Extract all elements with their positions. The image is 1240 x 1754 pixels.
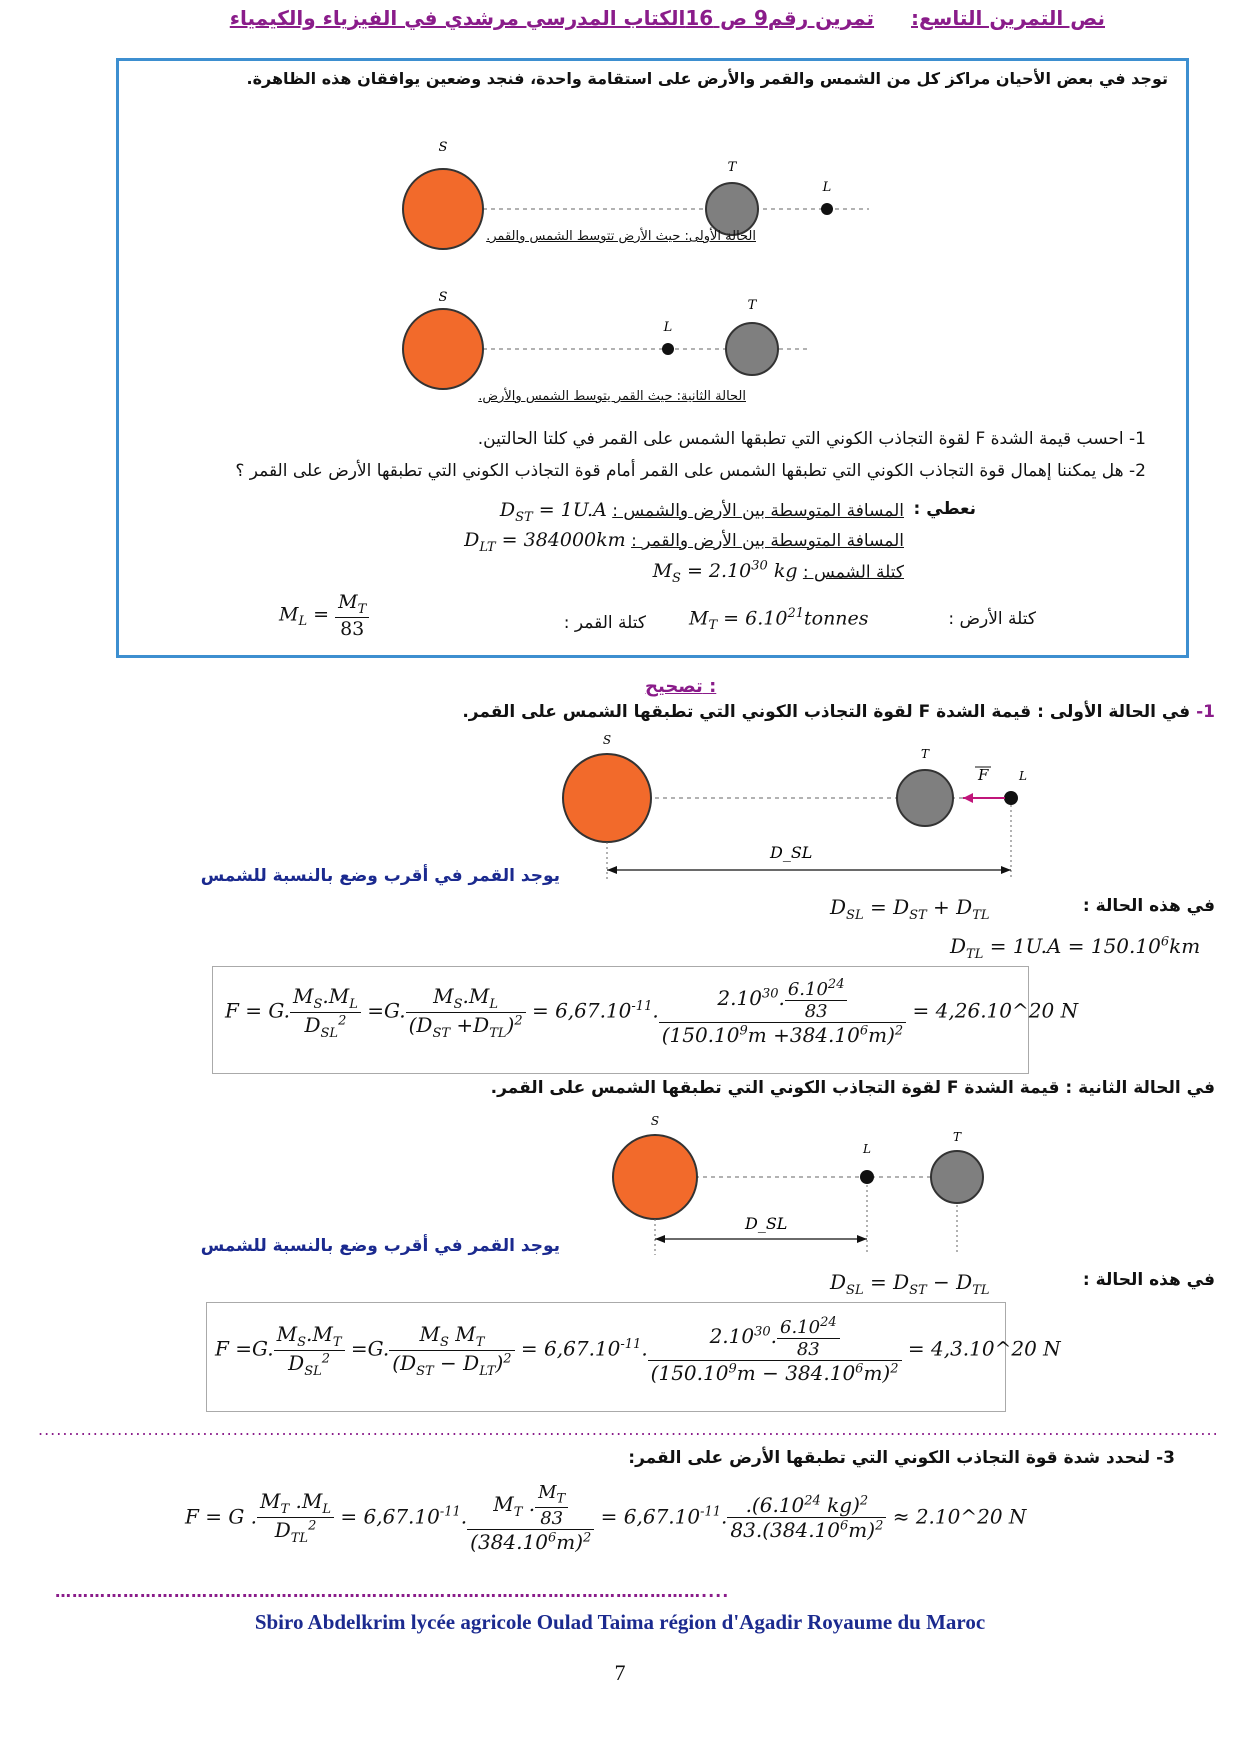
moon-mass-value: $M_L$ = $\frac{M_T}{83}$ (279, 591, 369, 640)
question-2: 2- هل يمكننا إهمال قوة التجاذب الكوني التي تطبقها الشمس على القمر أمام قوة التجاذب الكوني التي تطبقها الأرض على القمر ؟ (235, 461, 1146, 481)
given-label-1: المسافة المتوسطة بين الأرض والشمس : (612, 501, 904, 521)
header-title: تمرين رقم9 ص 16الكتاب المدرسي مرشدي في الفيزياء والكيمياء (229, 6, 875, 30)
sun-label: S (438, 290, 448, 305)
earth-label: T (727, 160, 737, 175)
earth-circle (706, 183, 758, 235)
footer-text: Sbiro Abdelkrim lycée agricole Oulad Taima région d'Agadir Royaume du Maroc (254, 1610, 986, 1634)
earth-circle (897, 770, 953, 826)
moon-label: L (663, 320, 673, 335)
part3-formula: F = G . $\frac{M_T .M_L}{D_{TL}^2}$ = $6,67.10^{-11}$. $M_T$ . $\frac{M_T}{83}$ $(384.10^6m)^2$ = $6,67.10^{-11}$. $\frac{.(6.10^{24} kg)^2}{83.(384.10^6m)^2}$ ≈ 2.10^20 N (185, 1482, 1027, 1554)
case1-result: = 4,26.10^20 N (912, 998, 1079, 1023)
moon-dot (860, 1170, 874, 1184)
earth-circle (931, 1151, 983, 1203)
page-header (230, 6, 1105, 30)
question-1: 1- احسب قيمة الشدة F لقوة التجاذب الكوني التي تطبقها الشمس على القمر في كلتا الحالتين. (477, 429, 1146, 449)
part1-number: 1- (1196, 702, 1215, 722)
given-label-2: المسافة المتوسطة بين الأرض والقمر : (631, 531, 904, 551)
given-value-1: $D_{ST} = 1U.A$ (499, 499, 607, 525)
given-row-3 (653, 559, 904, 586)
earth-label: T (747, 298, 757, 313)
case1-heading-text: في الحالة الأولى : قيمة الشدة F لقوة التجاذب الكوني التي تطبقها الشمس على القمر. (462, 702, 1191, 722)
separator-2: …………………………………………………………………………………………………….... (55, 1582, 730, 1601)
case2-formula-box (206, 1302, 1061, 1412)
case1-heading (462, 702, 1215, 722)
earth-mass-value: $M_T$ = $6.10^{21}tonnes$ (689, 606, 869, 634)
case2-result: = 4,3.10^20 N (907, 1336, 1061, 1361)
earth-mass-label: كتلة الأرض : (948, 609, 1036, 629)
case2-caption: الحالة الثانية: حيث القمر يتوسط الشمس والأرض. (478, 389, 746, 404)
case2-note: يوجد القمر في أقرب وضع بالنسبة للشمس (200, 1236, 560, 1256)
moon-dot (662, 343, 674, 355)
sun-circle (403, 309, 483, 389)
force-arrowhead (963, 793, 973, 803)
exercise-box (116, 58, 1189, 658)
case2-formula: F =G. $\frac{M_S.M_T}{D_{SL}^2}$ =G. $\frac{M_S M_T}{(D_{ST} - D_{LT})^2}$ = $6,67.10^{-11}$. 2.10$^{30}$. $\frac{6.10^{24}}{83}$ $(150.10^9m - 384.10^6m)^2$ = 4,3.10^20 N (215, 1315, 1061, 1385)
force-label: F (978, 766, 989, 784)
case1-in-this-case: في هذه الحالة : (1082, 896, 1215, 916)
sun-label: S (438, 140, 448, 155)
earth-circle (726, 323, 778, 375)
case1-formula-box (212, 966, 1079, 1074)
distance-label: D_SL (745, 1214, 788, 1233)
sun-circle (563, 754, 651, 842)
solution-case2-figure (600, 1105, 1020, 1260)
case1-caption: الحالة الأولى: حيث الأرض تتوسط الشمس والقمر. (486, 229, 756, 244)
given-label: نعطي : (913, 499, 976, 519)
exercise-intro: توجد في بعض الأحيان مراكز كل من الشمس والقمر والأرض على استقامة واحدة، فنجد وضعين يوافقان هذه الظاهرة. (246, 69, 1168, 88)
moon-dot (1004, 791, 1018, 805)
sun-circle (403, 169, 483, 249)
given-value-3: $M_S = 2.10^{30}$ kg (652, 559, 798, 587)
solution-heading: تصحيح : (645, 676, 717, 697)
earth-label: T (952, 1130, 962, 1144)
earth-label: T (920, 747, 930, 761)
case2-eq1: $D_{SL} = D_{ST} - D_{TL}$ (830, 1270, 990, 1298)
distance-label: D_SL (770, 843, 813, 862)
case2-heading: في الحالة الثانية : قيمة الشدة F لقوة التجاذب الكوني التي تطبقها الشمس على القمر. (490, 1078, 1215, 1098)
case1-eq2: $D_{TL} = 1U.A = 150.10^6km$ (950, 934, 1201, 962)
case1-formula: F = G. $\frac{M_S.M_L}{D_{SL}^2}$ =G. $\frac{M_S.M_L}{(D_{ST} +D_{TL})^2}$ = $6,67.10^{-11}$. 2.10$^{30}$. $\frac{6.10^{24}}{83}$ $(150.10^9m +384.10^6m)^2$ = 4,26.10^20 N (225, 977, 1079, 1047)
part3-result: ≈ 2.10^20 N (892, 1504, 1027, 1529)
given-row-2 (464, 529, 904, 555)
given-value-2: $D_{LT} = 384000km$ (464, 529, 626, 555)
sun-label: S (650, 1114, 660, 1128)
case2-in-this-case: في هذه الحالة : (1082, 1270, 1215, 1290)
page-number: 7 (614, 1660, 626, 1685)
moon-label: L (1019, 769, 1027, 783)
sun-label: S (602, 733, 612, 747)
header-label: نص التمرين التاسع: (911, 6, 1105, 30)
moon-label: L (863, 1142, 871, 1156)
part3-heading: 3- لنحدد شدة قوة التجاذب الكوني التي تطبقها الأرض على القمر: (628, 1448, 1175, 1468)
moon-mass-label: كتلة القمر : (563, 613, 646, 633)
separator-1: .................................................................................................................................................................................................. (38, 1420, 1219, 1439)
sun-circle (613, 1135, 697, 1219)
case1-eq1: $D_{SL} = D_{ST} + D_{TL}$ (830, 895, 990, 923)
given-row-1 (500, 499, 904, 525)
given-label-3: كتلة الشمس : (802, 562, 904, 583)
solution-case1-figure (545, 730, 1025, 885)
moon-dot (821, 203, 833, 215)
moon-label: L (822, 180, 832, 195)
case1-note: يوجد القمر في أقرب وضع بالنسبة للشمس (200, 866, 560, 886)
